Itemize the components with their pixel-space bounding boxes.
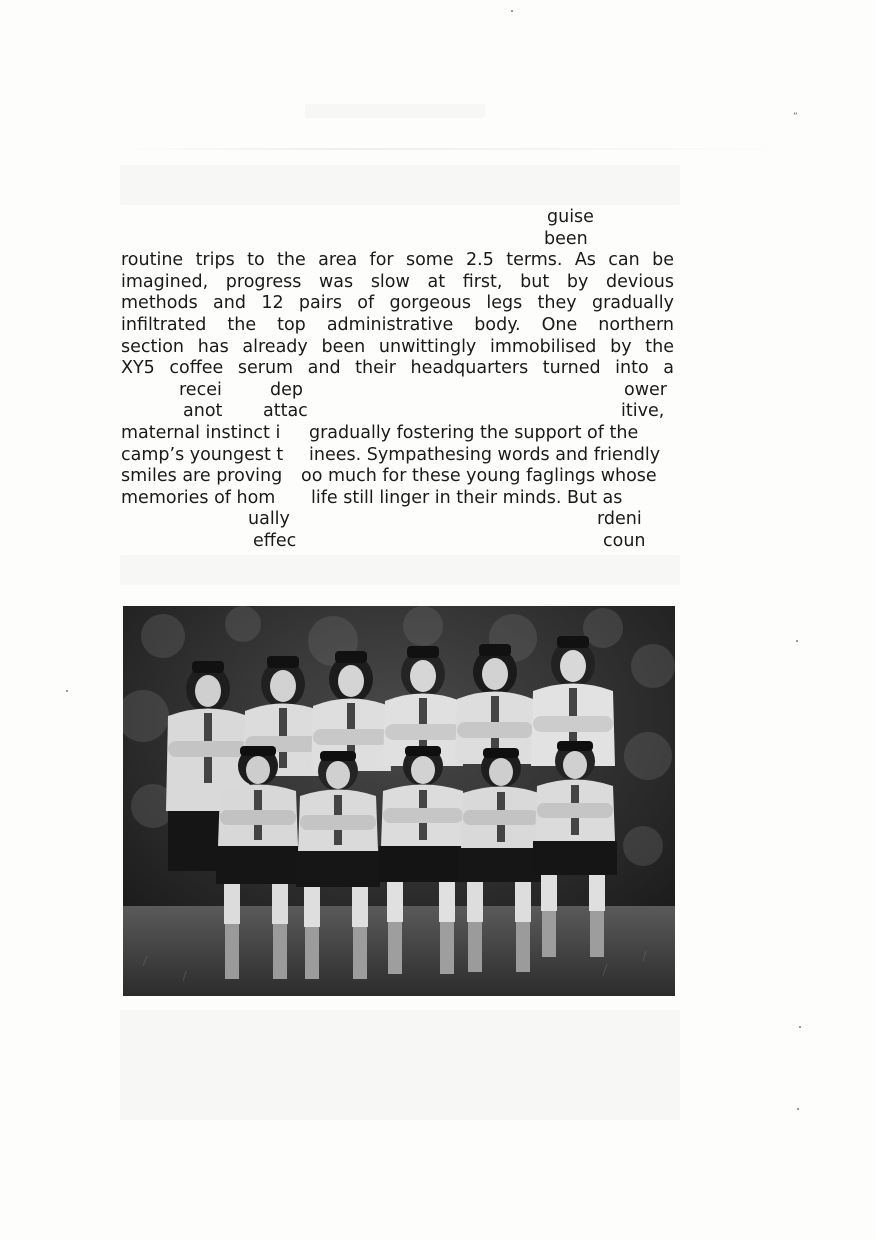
speck — [797, 1108, 799, 1110]
partial-line — [121, 229, 674, 251]
group-photo-image — [123, 606, 675, 996]
paragraph-line: routine trips to the area for some 2.5 terms. As can be — [121, 250, 674, 271]
paragraph-line: imagined, progress was slow at first, but by devious — [121, 271, 674, 292]
text-fragment: guise — [547, 207, 594, 227]
bleed-through-block — [120, 165, 680, 205]
bleed-through-block — [120, 555, 680, 585]
text-fragment: recei — [179, 379, 222, 400]
split-line — [121, 445, 674, 467]
group-photo — [123, 606, 675, 996]
text-fragment-right: life still linger in their minds. But as — [311, 487, 623, 508]
speck — [66, 690, 68, 692]
bleed-through-line — [110, 148, 810, 150]
text-fragment: coun — [603, 530, 646, 551]
bleed-through-header — [305, 104, 485, 118]
bleed-through-block — [120, 1010, 680, 1120]
text-fragment-left: camp’s youngest t — [121, 444, 284, 465]
article-body — [121, 207, 674, 553]
text-fragment: been — [544, 228, 588, 249]
text-fragment-right: inees. Sympathesing words and friendly — [309, 444, 661, 465]
text-fragment-left: memories of hom — [121, 487, 276, 508]
text-fragment: itive, — [621, 401, 665, 422]
text-fragment-left: smiles are proving — [121, 466, 283, 487]
split-line — [121, 488, 674, 510]
fragment-line — [121, 401, 674, 423]
text-fragment: rdeni — [597, 509, 642, 530]
speck — [796, 640, 798, 642]
text-fragment-right: gradually fostering the support of the — [309, 422, 639, 443]
text-fragment: attac — [263, 401, 308, 422]
margin-mark: ” — [793, 112, 798, 122]
partial-line — [121, 207, 674, 229]
speck — [511, 10, 513, 12]
text-fragment: ower — [624, 379, 667, 400]
paragraph-line: methods and 12 pairs of gorgeous legs they gradually — [121, 293, 674, 314]
fragment-line — [121, 509, 674, 531]
fragment-line — [121, 531, 674, 553]
text-fragment: anot — [183, 401, 223, 422]
speck — [799, 1026, 801, 1028]
text-fragment: ually — [248, 509, 290, 530]
split-line — [121, 466, 674, 488]
paragraph-line: XY5 coffee serum and their headquarters turned into a — [121, 358, 674, 379]
paragraph-line: section has already been unwittingly immobilised by the — [121, 336, 674, 357]
text-fragment-left: maternal instinct i — [121, 422, 281, 443]
text-fragment: dep — [270, 379, 303, 400]
fragment-line — [121, 380, 674, 402]
text-fragment-right: oo much for these young faglings whose — [301, 466, 657, 487]
split-line — [121, 423, 674, 445]
paragraph-line: infiltrated the top administrative body. One northern — [121, 314, 674, 335]
text-fragment: effec — [253, 530, 297, 551]
